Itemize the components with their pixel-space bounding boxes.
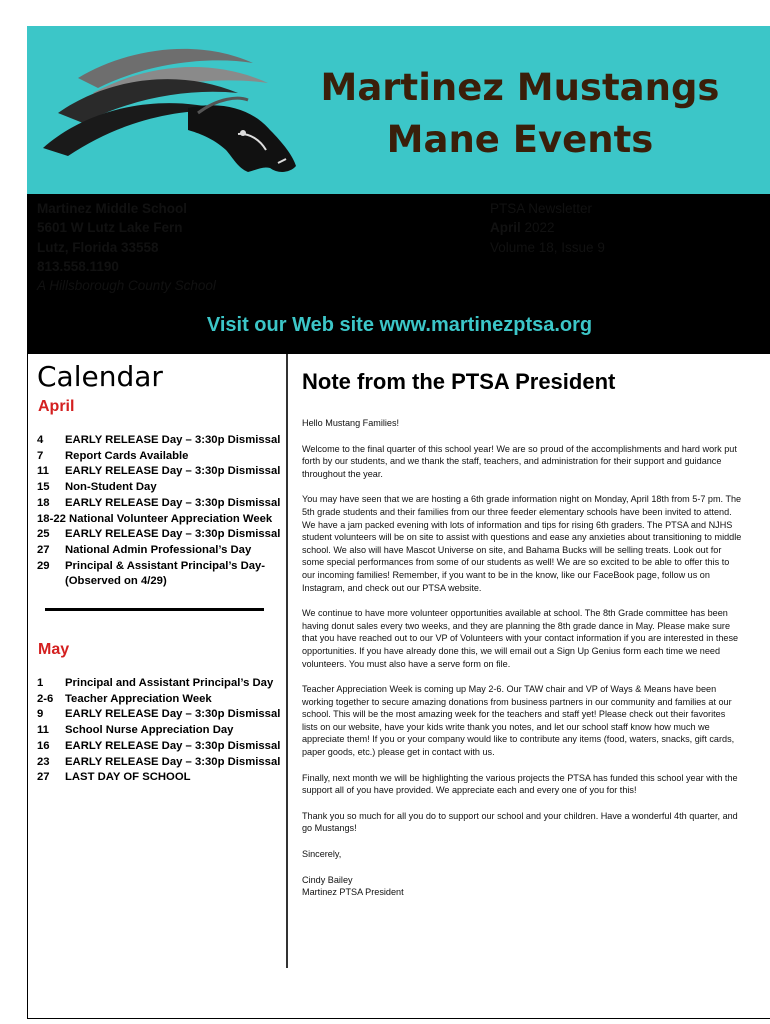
april-events	[37, 433, 280, 590]
event-text: EARLY RELEASE Day – 3:30p Dismissal	[65, 755, 281, 768]
newsletter-name: PTSA Newsletter	[490, 201, 593, 216]
note-body	[302, 417, 742, 899]
signature-name: Cindy Bailey	[302, 874, 353, 885]
event-text: EARLY RELEASE Day – 3:30p Dismissal	[65, 739, 281, 752]
event-text: EARLY RELEASE Day – 3:30p Dismissal	[65, 465, 281, 478]
note-paragraph: Welcome to the final quarter of this school year! We are so proud of the accomplishments and hard work put forth by our students, and we thank the staff, teachers, and administration for their support and guidance throughout the year.	[302, 443, 737, 479]
title-line-1: Martinez Mustangs	[320, 66, 720, 109]
event-text: School Nurse Appreciation Day	[65, 724, 234, 737]
event-text: EARLY RELEASE Day – 3:30p Dismissal	[65, 708, 281, 721]
newsletter-info	[490, 199, 605, 257]
event-text: National Volunteer Appreciation Week	[69, 512, 273, 525]
school-name: Martinez Middle School	[37, 201, 188, 216]
school-city: Lutz, Florida 33558	[37, 239, 159, 255]
note-paragraph: Teacher Appreciation Week is coming up May 2-6. Our TAW chair and VP of Ways & Means have been working together to secure amazing donations from business partners in our community and families at our school. This will be the most amazing week for the teachers and staff yet! Please check out their favorites lists on our website, have your kids write thank you notes, and let our school staff know how much we appreciate them! If you or your company would like to contribute any items (food, waters, snacks, gift cards, paper goods, etc.) please get in contact with us.	[302, 684, 735, 758]
calendar-event	[37, 464, 280, 480]
event-day: 11	[37, 724, 49, 737]
calendar-event	[37, 512, 280, 528]
event-text: Teacher Appreciation Week	[65, 692, 212, 705]
school-phone: 813.558.1190	[37, 258, 119, 274]
calendar-title: Calendar	[37, 360, 163, 393]
school-address	[37, 199, 216, 295]
calendar-event	[37, 433, 280, 449]
calendar-divider	[45, 608, 264, 611]
newsletter-volume: Volume 18, Issue 9	[490, 239, 605, 255]
event-day: 18-22	[37, 512, 66, 525]
note-paragraph: Hello Mustang Families!	[302, 418, 400, 428]
calendar-event	[37, 739, 280, 755]
event-text: Non-Student Day	[65, 481, 157, 494]
event-day: 25	[37, 528, 50, 541]
website-banner: Visit our Web site www.martinezptsa.org	[206, 314, 593, 336]
event-day: 11	[37, 465, 49, 478]
may-events	[37, 676, 280, 786]
event-day: 2-6	[37, 692, 54, 705]
event-day: 23	[37, 755, 50, 768]
event-day: 27	[37, 543, 50, 556]
month-may: May	[38, 641, 70, 658]
event-day: 7	[37, 449, 44, 462]
note-paragraph: You may have seen that we are hosting a 6th grade information night on Monday, April 18th from 5-7 pm. The 5th grade students and their families from our three feeder elementary schools have been invited to attend. We have a jam packed evening with lots of information and tips for rising 6th graders. The PTSA and NJHS student volunteers will be on site to assist with questions and ease any anxieties about transitioning to middle school. We also will have Mascot Universe on site, and Bahama Bucks will be selling treats. Look out for some special performances from some of our students as well! We are so excited to be able to offer this to our incoming families! Remember, if you want to be in the know, like our FaceBook page, follow us on Instagram, and check out our PTSA website.	[302, 494, 742, 593]
calendar-event	[37, 496, 280, 512]
event-text: Principal & Assistant Principal’s Day-	[65, 559, 266, 572]
mustang-logo-icon	[38, 38, 303, 188]
school-street: 5601 W Lutz Lake Fern	[37, 220, 183, 236]
note-paragraph: Sincerely,	[302, 849, 342, 860]
newsletter-year: 2022	[524, 220, 555, 236]
calendar-event	[37, 543, 280, 559]
event-text: Principal and Assistant Principal’s Day	[65, 677, 274, 689]
event-day: 16	[37, 739, 50, 752]
event-text: EARLY RELEASE Day – 3:30p Dismissal	[65, 496, 281, 509]
calendar-event	[37, 527, 280, 543]
note-paragraphs	[302, 417, 742, 861]
newsletter-date	[490, 218, 605, 237]
event-text: (Observed on 4/29)	[65, 575, 167, 588]
calendar-event	[37, 723, 280, 739]
calendar-event	[37, 559, 280, 575]
calendar-event	[37, 574, 280, 590]
note-title: Note from the PTSA President	[302, 369, 616, 394]
column-divider	[286, 354, 288, 968]
event-text: EARLY RELEASE Day – 3:30p Dismissal	[65, 528, 281, 541]
note-paragraph: Finally, next month we will be highlighting the various projects the PTSA has funded this school year with the support all of you have provided. We appreciate each and every one of you for this!	[302, 772, 738, 796]
signature-title: Martinez PTSA President	[302, 887, 404, 898]
event-day: 15	[37, 481, 50, 494]
school-district: A Hillsborough County School	[37, 278, 216, 294]
calendar-event	[37, 692, 280, 708]
event-day: 18	[37, 496, 50, 509]
title-line-2: Mane Events	[386, 118, 654, 161]
note-paragraph: We continue to have more volunteer opportunities available at school. The 8th Grade committee has been having donut sales every two weeks, and they are planning the 8th grade dance in May. Please make sure that you have reached out to our VP of Volunteers with your contact information if you are interested in these opportunities. If you have already done this, we will email out a Sign Up Genius form each time we need volunteers. You must also have a serve form on file.	[302, 608, 739, 669]
event-day: 27	[37, 771, 50, 784]
event-day: 9	[37, 708, 44, 721]
note-paragraph: Thank you so much for all you do to support our school and your children. Have a wonderful 4th quarter, and go Mustangs!	[302, 810, 738, 834]
newsletter-month: April	[490, 220, 521, 236]
event-day: 4	[37, 434, 44, 446]
event-text: Report Cards Available	[65, 449, 189, 462]
event-text: EARLY RELEASE Day – 3:30p Dismissal	[65, 434, 281, 446]
calendar-event	[37, 770, 280, 786]
calendar-event	[37, 676, 280, 692]
newsletter-title	[300, 62, 740, 166]
event-text: National Admin Professional’s Day	[65, 543, 252, 556]
calendar-event	[37, 707, 280, 723]
calendar-event	[37, 755, 280, 771]
event-day: 29	[37, 559, 50, 572]
calendar-event	[37, 449, 280, 465]
event-day: 1	[37, 677, 44, 689]
event-text: LAST DAY OF SCHOOL	[65, 771, 191, 784]
month-april: April	[38, 398, 75, 415]
calendar-event	[37, 480, 280, 496]
